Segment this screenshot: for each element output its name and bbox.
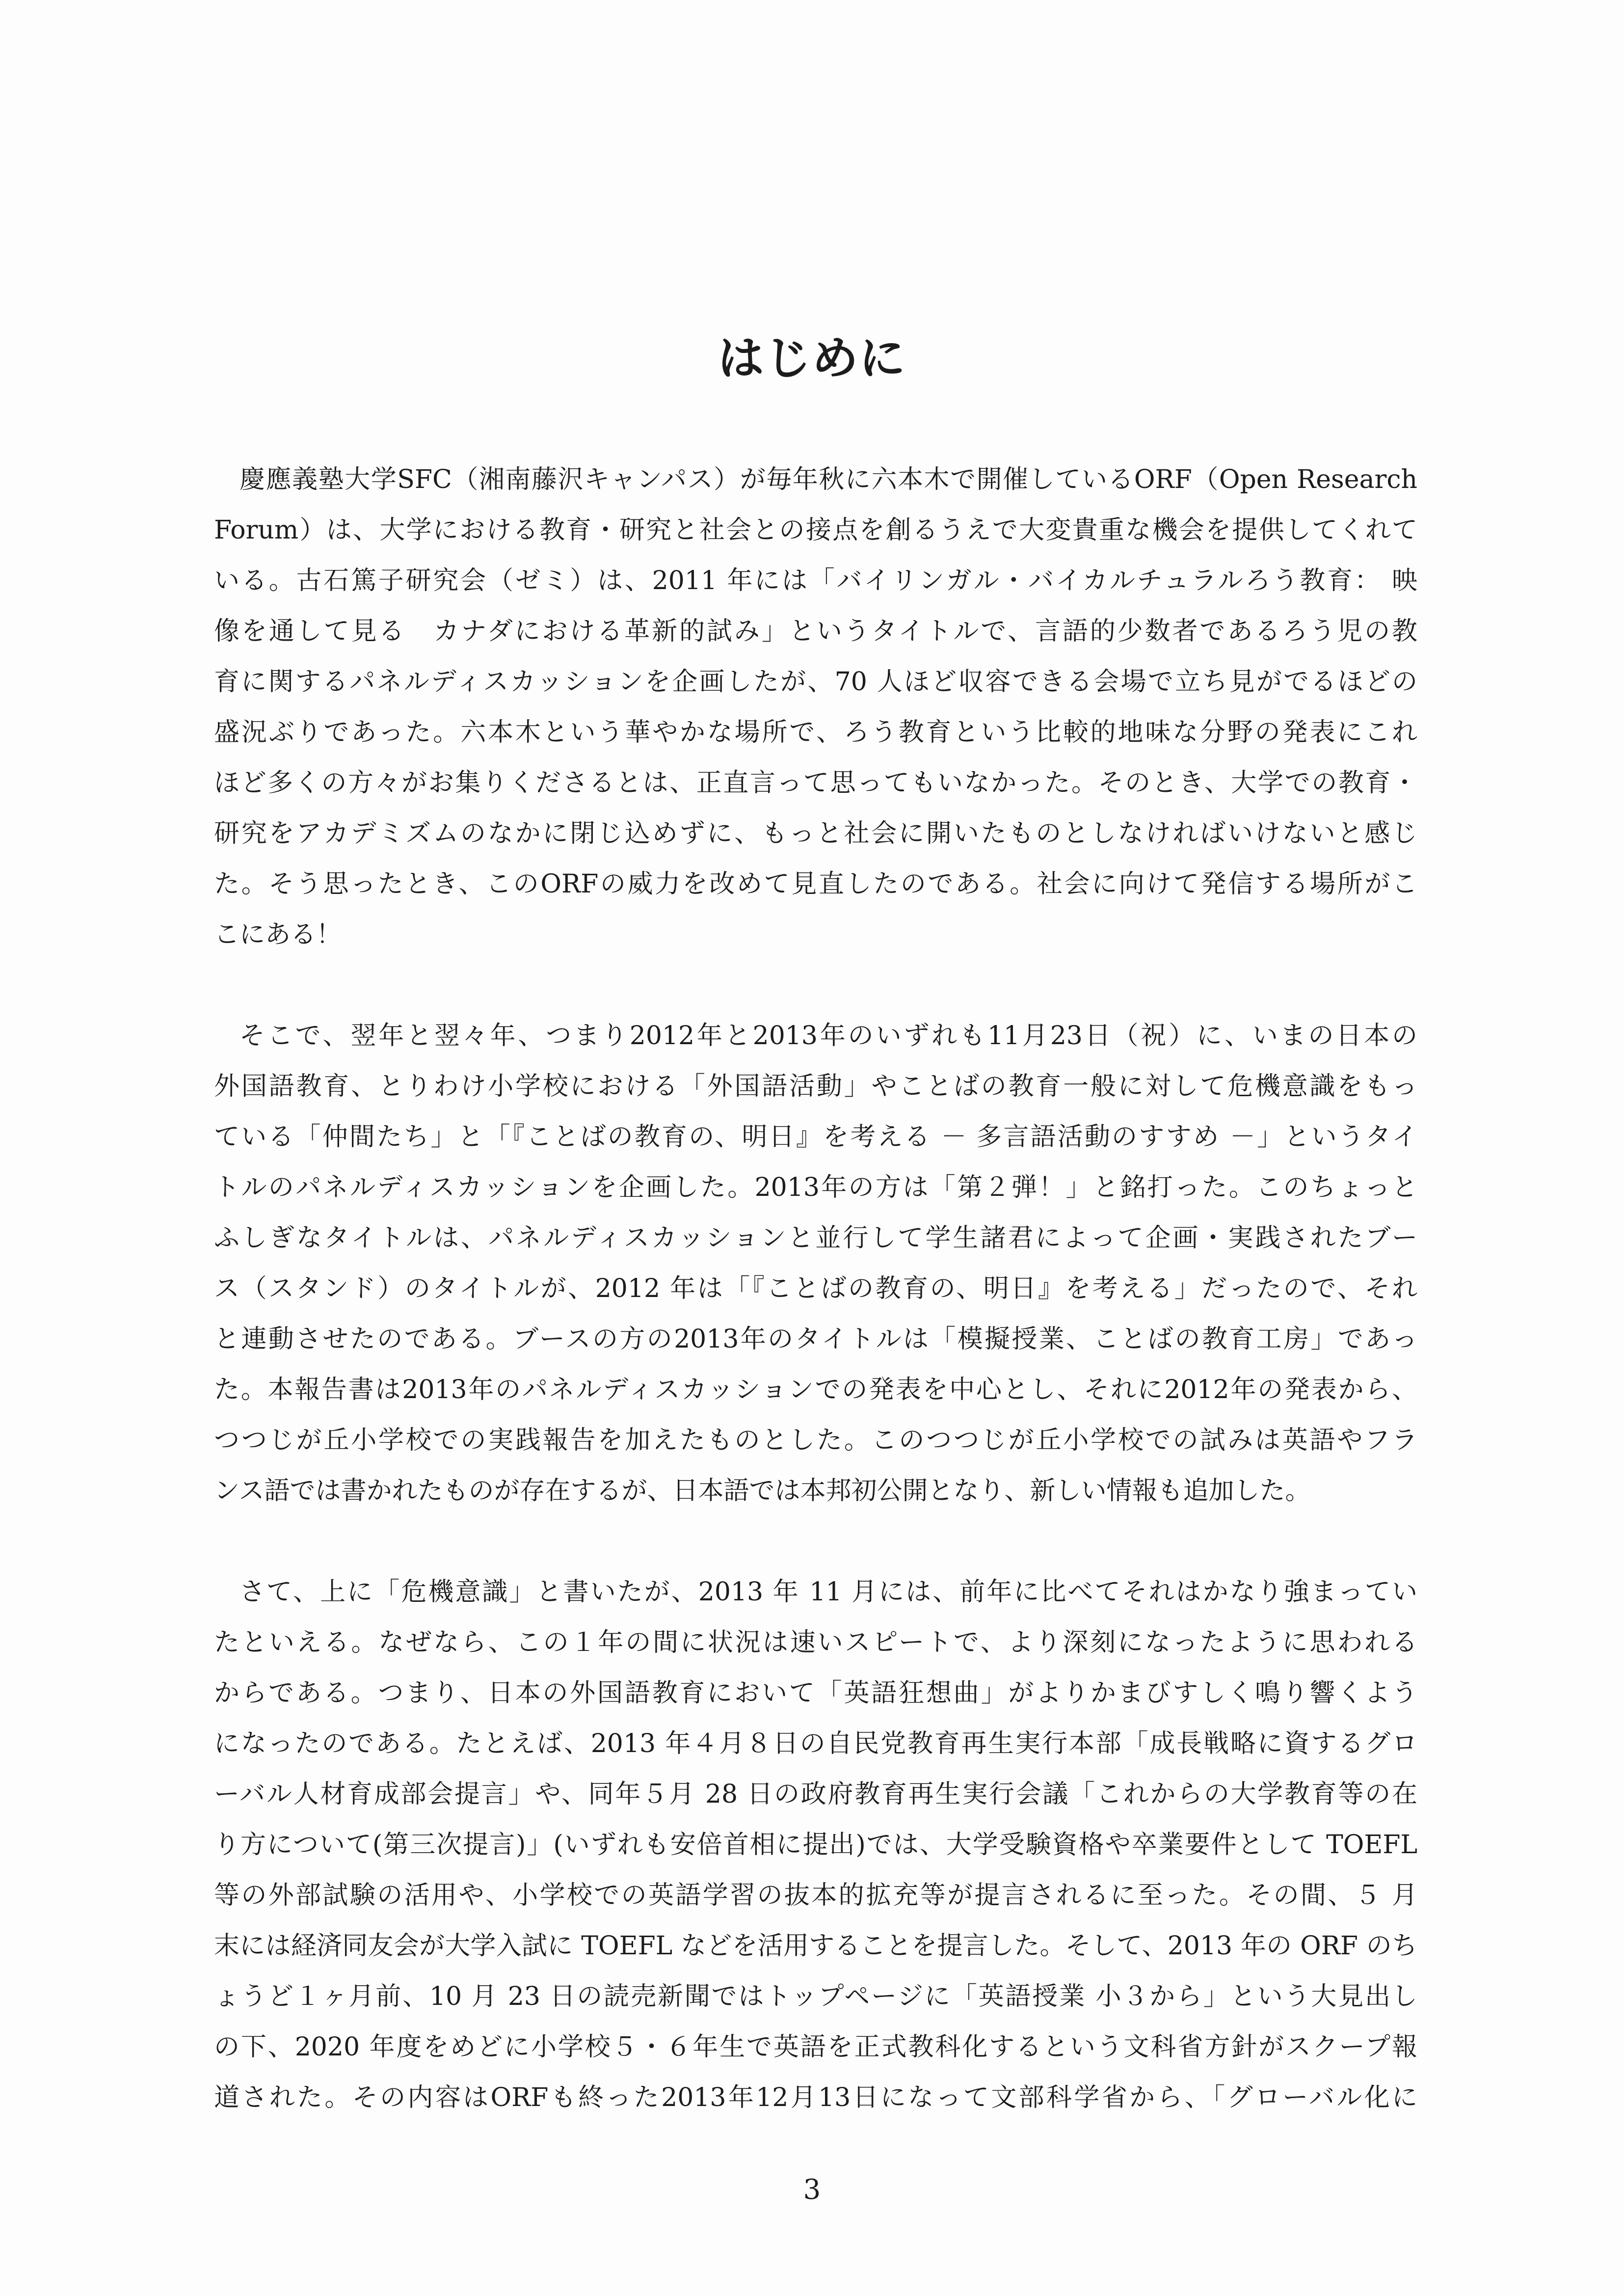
text-line: 盛況ぶりであった。六本木という華やかな場所で、ろう教育という比較的地味な分野の発表にこれ: [214, 718, 1417, 747]
paragraph: [214, 455, 1417, 960]
text-line: た。そう思ったとき、このORFの威力を改めて見直したのである。社会に向けて発信する場所がこ: [214, 869, 1417, 899]
text-line: 外国語教育、とりわけ小学校における「外国語活動」やことばの教育一般に対して危機意識をもっ: [214, 1072, 1417, 1101]
page-title: はじめに: [718, 331, 906, 385]
text-line: ス（スタンド）のタイトルが、2012 年は「『ことばの教育の、明日』を考える」だったので、それ: [214, 1274, 1417, 1303]
page-number: 3: [803, 2174, 821, 2206]
text-line: たといえる。なぜなら、この１年の間に状況は速いスピートで、より深刻になったように思われる: [214, 1628, 1417, 1657]
text-line: Forum）は、大学における教育・研究と社会との接点を創るうえで大変貴重な機会を提供してくれて: [214, 515, 1417, 545]
text-line: ている「仲間たち」と「『ことばの教育の、明日』を考える － 多言語活動のすすめ －」というタイ: [214, 1122, 1417, 1152]
text-line: 像を通して見る カナダにおける革新的試み」というタイトルで、言語的少数者であるろう児の教: [214, 617, 1417, 646]
text-line: の下、2020 年度をめどに小学校５・６年生で英語を正式教科化するという文科省方針がスクープ報: [214, 2032, 1417, 2062]
text-line: 慶應義塾大学SFC（湘南藤沢キャンパス）が毎年秋に六本木で開催しているORF（Open Research: [240, 465, 1417, 494]
text-line: た。本報告書は2013年のパネルディスカッションでの発表を中心とし、それに2012年の発表から、: [214, 1375, 1417, 1405]
text-line: 等の外部試験の活用や、小学校での英語学習の抜本的拡充等が提言されるに至った。その間、５ 月: [214, 1881, 1417, 1910]
text-line: いる。古石篤子研究会（ゼミ）は、2011 年には「バイリンガル・バイカルチュラルろう教育： 映: [214, 566, 1417, 595]
text-line: ンス語では書かれたものが存在するが、日本語では本邦初公開となり、新しい情報も追加した。: [214, 1476, 1311, 1506]
text-line: トルのパネルディスカッションを企画した。2013年の方は「第２弾！」と銘打った。このちょっと: [214, 1173, 1417, 1202]
text-line: 研究をアカデミズムのなかに閉じ込めずに、もっと社会に開いたものとしなければいけないと感じ: [214, 819, 1417, 848]
text-line: と連動させたのである。ブースの方の2013年のタイトルは「模擬授業、ことばの教育工房」であっ: [214, 1324, 1417, 1354]
text-line: つつじが丘小学校での実践報告を加えたものとした。このつつじが丘小学校での試みは英語やフラ: [214, 1426, 1417, 1455]
text-line: さて、上に「危機意識」と書いたが、2013 年 11 月には、前年に比べてそれはかなり強まってい: [240, 1577, 1417, 1607]
text-line: ふしぎなタイトルは、パネルディスカッションと並行して学生諸君によって企画・実践されたブー: [214, 1223, 1417, 1253]
text-line: になったのである。たとえば、2013 年４月８日の自民党教育再生実行本部「成長戦略に資するグロ: [214, 1729, 1417, 1758]
text-line: り方について(第三次提言)」(いずれも安倍首相に提出)では、大学受験資格や卒業要件として TOEFL: [214, 1830, 1417, 1860]
text-line: 道された。その内容はORFも終った2013年12月13日になって文部科学省から、「グローバル化に: [214, 2083, 1417, 2112]
text-line: そこで、翌年と翌々年、つまり2012年と2013年のいずれも11月23日（祝）に、いまの日本の: [240, 1021, 1417, 1051]
text-line: こにある！: [214, 920, 342, 949]
paragraph: [214, 1567, 1417, 2123]
text-line: 育に関するパネルディスカッションを企画したが、70 人ほど収容できる会場で立ち見がでるほどの: [214, 667, 1417, 697]
text-line: ーバル人材育成部会提言」や、同年５月 28 日の政府教育再生実行会議「これからの大学教育等の在: [214, 1780, 1417, 1809]
paragraph: [214, 1011, 1417, 1516]
text-line: 末には経済同友会が大学入試に TOEFL などを活用することを提言した。そして、2013 年の ORF のち: [214, 1931, 1417, 1961]
text-line: からである。つまり、日本の外国語教育において「英語狂想曲」がよりかまびすしく鳴り響くよう: [214, 1678, 1417, 1708]
text-line: ほど多くの方々がお集りくださるとは、正直言って思ってもいなかった。そのとき、大学での教育・: [214, 768, 1417, 798]
body-text: [214, 455, 1417, 2123]
text-line: ょうど１ヶ月前、10 月 23 日の読売新聞ではトップページに「英語授業 小３から」という大見出し: [214, 1982, 1417, 2011]
